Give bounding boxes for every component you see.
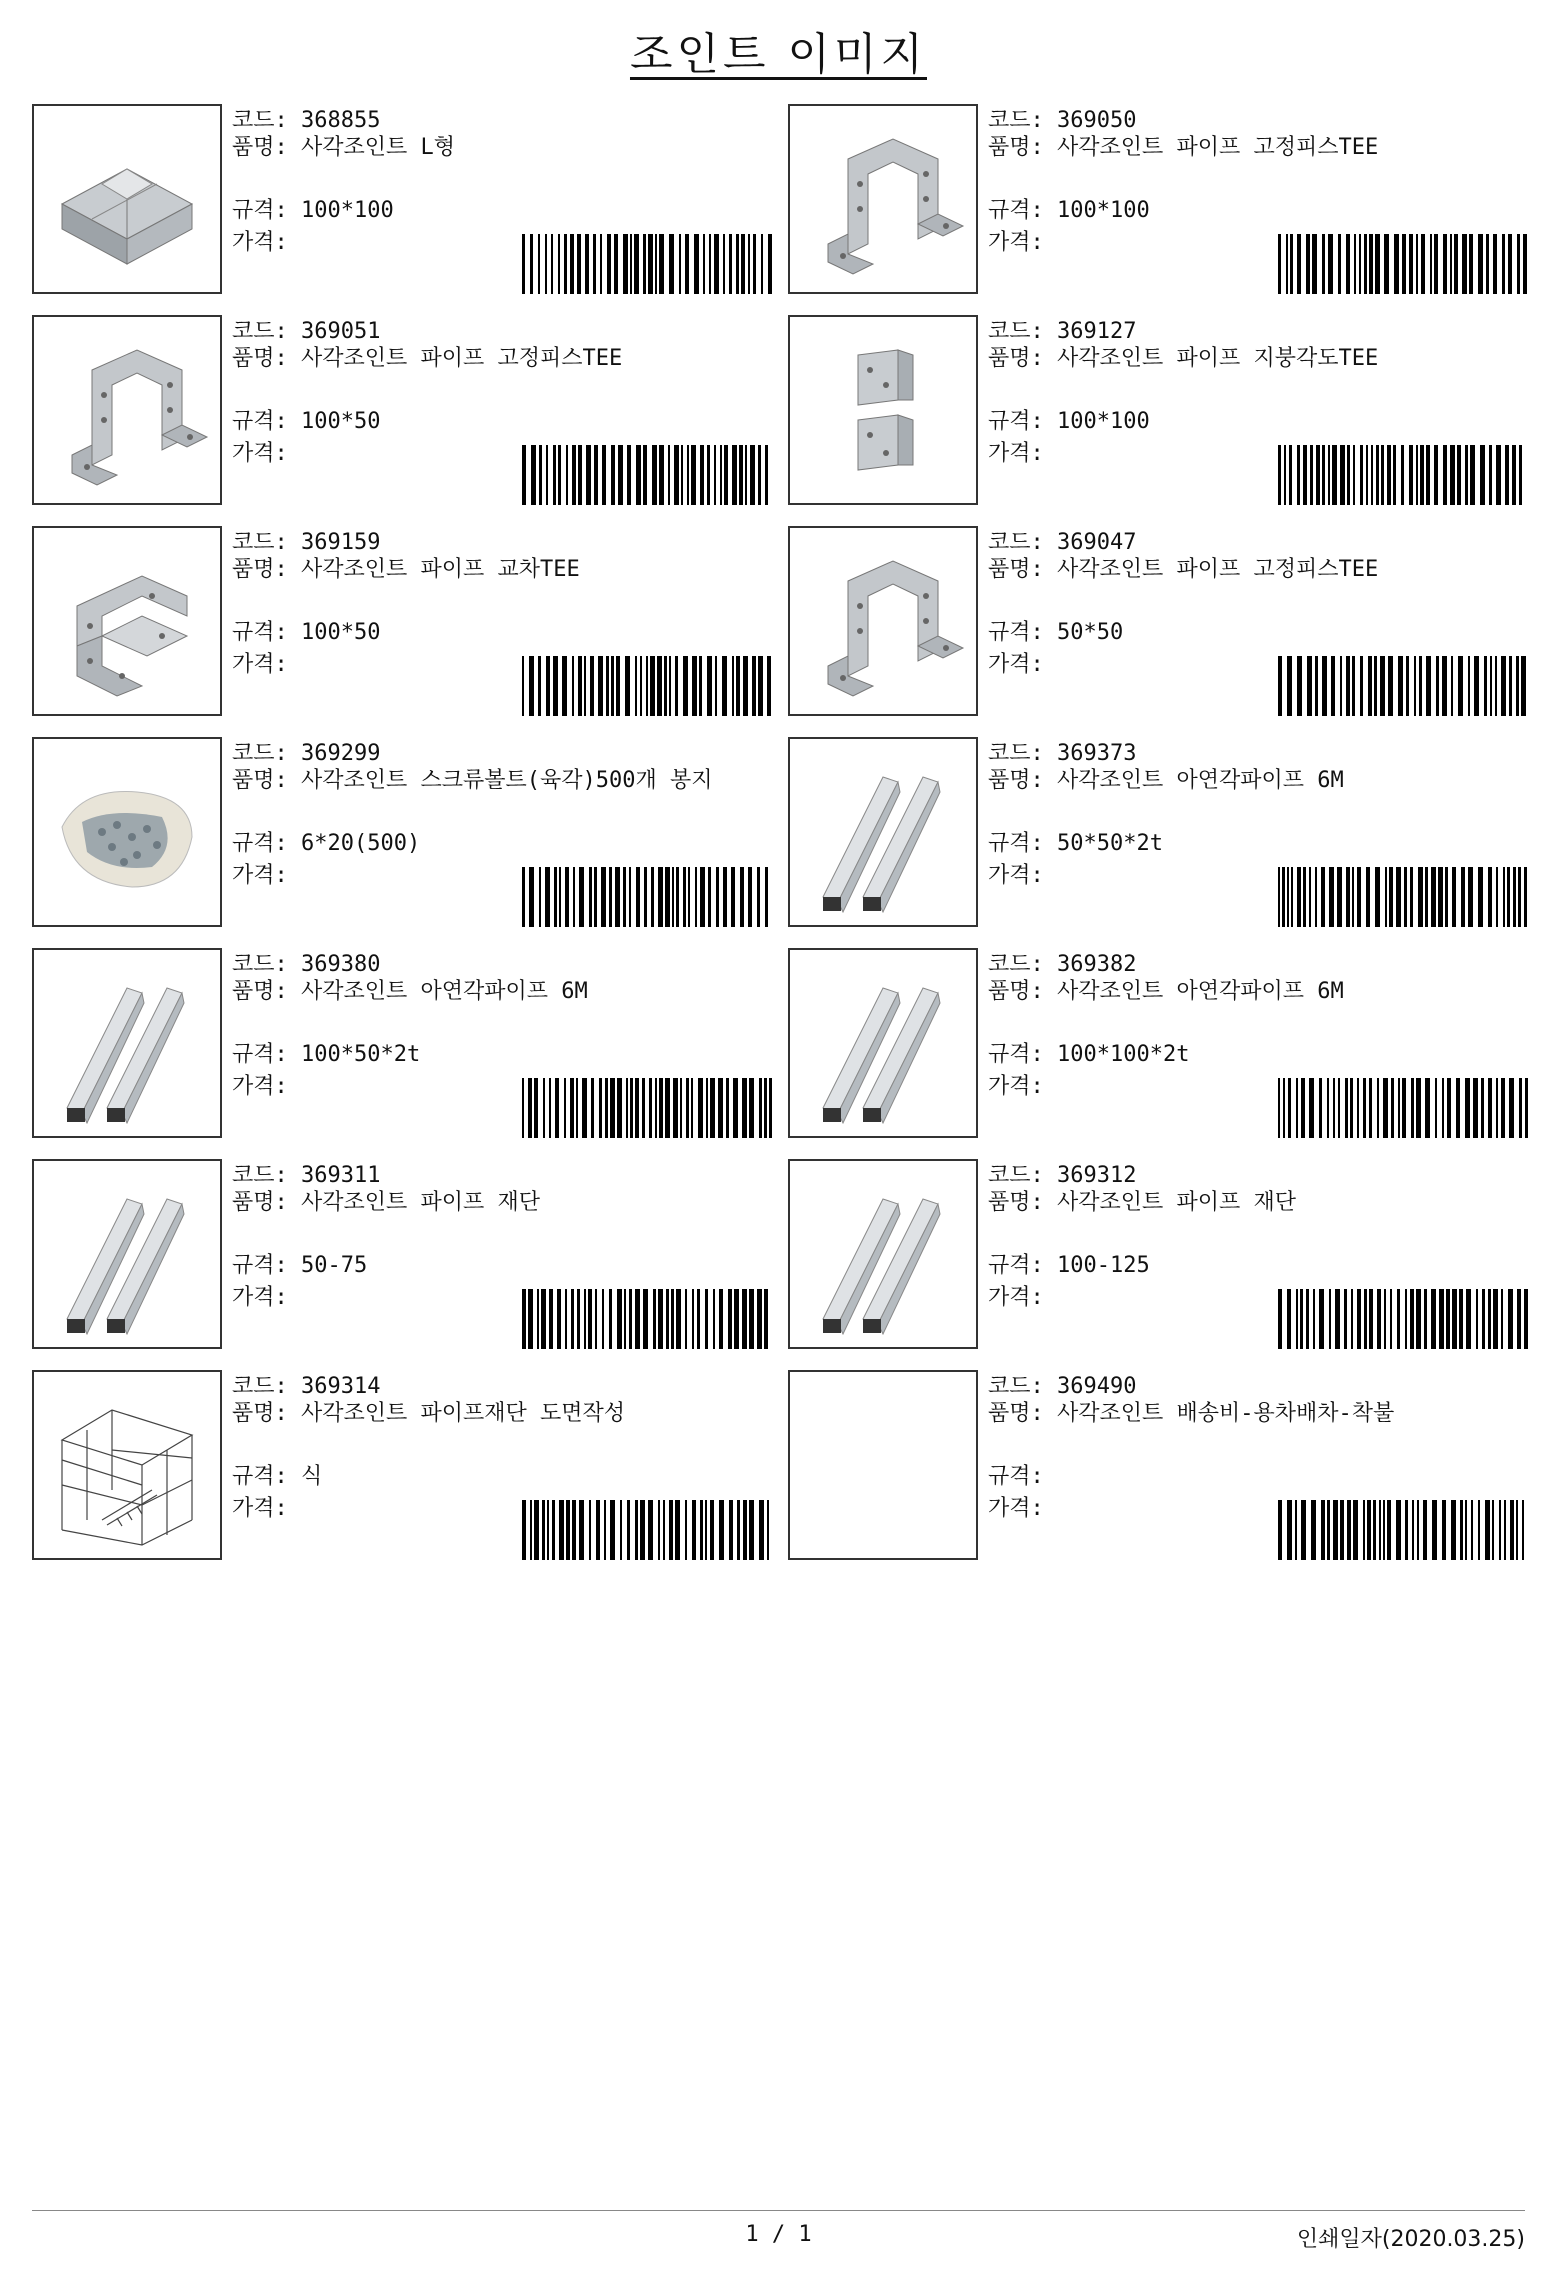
product-cross-tee-icon — [42, 536, 212, 706]
product-square-pipes-icon — [42, 958, 212, 1128]
product-code: 코드: 369159 — [232, 530, 381, 555]
product-code: 코드: 369312 — [988, 1163, 1137, 1188]
product-code: 코드: 368855 — [232, 108, 381, 133]
product-card — [788, 526, 1528, 716]
product-spec: 규격: 50*50*2t — [988, 831, 1163, 856]
barcode — [522, 445, 772, 505]
product-spec: 규격: 100-125 — [988, 1253, 1150, 1278]
barcode — [1278, 656, 1528, 716]
product-code: 코드: 369051 — [232, 319, 381, 344]
product-price: 가격: — [988, 1496, 1044, 1521]
product-spec: 규격: 100*100 — [232, 198, 394, 223]
product-image — [32, 1159, 222, 1349]
product-u-bracket-icon — [798, 114, 968, 284]
product-spec: 규격: 100*100*2t — [988, 1042, 1190, 1067]
product-price: 가격: — [232, 1074, 288, 1099]
product-name: 품명: 사각조인트 L형 — [232, 135, 456, 160]
product-card — [32, 1159, 772, 1349]
barcode — [522, 234, 772, 294]
product-square-pipes-icon — [42, 1169, 212, 1339]
product-card — [32, 737, 772, 927]
product-spec: 규격: 식 — [232, 1464, 323, 1489]
product-name: 품명: 사각조인트 스크류볼트(육각)500개 봉지 — [232, 768, 713, 793]
product-square-pipes-icon — [798, 1169, 968, 1339]
product-card — [32, 526, 772, 716]
product-card — [788, 104, 1528, 294]
barcode — [1278, 867, 1528, 927]
barcode — [522, 656, 772, 716]
product-image — [788, 1370, 978, 1560]
product-spec: 규격: 100*100 — [988, 409, 1150, 434]
product-hinge-plate-icon — [798, 325, 968, 495]
product-price: 가격: — [988, 230, 1044, 255]
product-name: 품명: 사각조인트 파이프 교차TEE — [232, 557, 580, 582]
product-name: 품명: 사각조인트 파이프재단 도면작성 — [232, 1401, 626, 1426]
product-price: 가격: — [232, 1496, 288, 1521]
product-code: 코드: 369050 — [988, 108, 1137, 133]
product-code: 코드: 369380 — [232, 952, 381, 977]
barcode — [1278, 445, 1528, 505]
product-u-bracket-icon — [42, 325, 212, 495]
product-screw-bag-icon — [42, 747, 212, 917]
product-image — [32, 1370, 222, 1560]
barcode — [1278, 1500, 1528, 1560]
product-card — [788, 315, 1528, 505]
product-name: 품명: 사각조인트 파이프 고정피스TEE — [988, 135, 1379, 160]
product-price: 가격: — [988, 652, 1044, 677]
product-name: 품명: 사각조인트 배송비-용차배차-착불 — [988, 1401, 1395, 1426]
product-spec: 규격: 100*50*2t — [232, 1042, 421, 1067]
barcode — [522, 867, 772, 927]
product-square-pipes-icon — [798, 747, 968, 917]
product-price: 가격: — [988, 441, 1044, 466]
barcode — [522, 1078, 772, 1138]
product-code: 코드: 369314 — [232, 1374, 381, 1399]
product-image — [32, 948, 222, 1138]
product-price: 가격: — [232, 230, 288, 255]
product-square-pipes-icon — [798, 958, 968, 1128]
product-image — [788, 526, 978, 716]
product-code: 코드: 369299 — [232, 741, 381, 766]
product-name: 품명: 사각조인트 아연각파이프 6M — [988, 979, 1344, 1004]
product-name: 품명: 사각조인트 파이프 재단 — [988, 1190, 1297, 1215]
product-image — [788, 104, 978, 294]
product-image — [788, 948, 978, 1138]
product-image — [32, 104, 222, 294]
product-card — [32, 315, 772, 505]
product-card — [788, 1370, 1528, 1560]
product-code: 코드: 369373 — [988, 741, 1137, 766]
barcode — [1278, 234, 1528, 294]
product-price: 가격: — [232, 863, 288, 888]
product-name: 품명: 사각조인트 아연각파이프 6M — [232, 979, 588, 1004]
product-image — [788, 737, 978, 927]
product-code: 코드: 369127 — [988, 319, 1137, 344]
product-card — [788, 737, 1528, 927]
product-card — [32, 104, 772, 294]
product-price: 가격: — [232, 441, 288, 466]
barcode — [522, 1500, 772, 1560]
product-spec: 규격: 50*50 — [988, 620, 1124, 645]
product-name: 품명: 사각조인트 파이프 재단 — [232, 1190, 541, 1215]
product-spec: 규격: 100*100 — [988, 198, 1150, 223]
product-code: 코드: 369382 — [988, 952, 1137, 977]
product-image — [32, 315, 222, 505]
page-number: 1 / 1 — [745, 2222, 812, 2247]
footer-divider — [32, 2210, 1525, 2211]
product-spec: 규격: 50-75 — [232, 1253, 368, 1278]
page-title: 조인트 이미지 — [629, 29, 927, 80]
product-card — [32, 948, 772, 1138]
product-name: 품명: 사각조인트 파이프 고정피스TEE — [232, 346, 623, 371]
product-price: 가격: — [988, 1285, 1044, 1310]
product-name: 품명: 사각조인트 아연각파이프 6M — [988, 768, 1344, 793]
product-price: 가격: — [232, 652, 288, 677]
product-spec: 규격: 6*20(500) — [232, 831, 421, 856]
product-code: 코드: 369047 — [988, 530, 1137, 555]
product-spec: 규격: 100*50 — [232, 620, 381, 645]
barcode — [522, 1289, 772, 1349]
product-price: 가격: — [988, 1074, 1044, 1099]
product-code: 코드: 369490 — [988, 1374, 1137, 1399]
product-price: 가격: — [232, 1285, 288, 1310]
product-card — [788, 1159, 1528, 1349]
barcode — [1278, 1289, 1528, 1349]
product-spec: 규격: 100*50 — [232, 409, 381, 434]
product-code: 코드: 369311 — [232, 1163, 381, 1188]
product-image — [788, 1159, 978, 1349]
product-spec: 규격: — [988, 1464, 1044, 1489]
product-card — [32, 1370, 772, 1560]
product-image — [788, 315, 978, 505]
barcode — [1278, 1078, 1528, 1138]
product-image — [32, 526, 222, 716]
product-image — [32, 737, 222, 927]
product-price: 가격: — [988, 863, 1044, 888]
product-u-bracket-icon — [798, 536, 968, 706]
product-card — [788, 948, 1528, 1138]
product-name: 품명: 사각조인트 파이프 고정피스TEE — [988, 557, 1379, 582]
print-date: 인쇄일자(2020.03.25) — [1296, 2227, 1525, 2252]
product-name: 품명: 사각조인트 파이프 지붕각도TEE — [988, 346, 1379, 371]
product-l-joint-icon — [42, 114, 212, 284]
product-structure-drawing-icon — [42, 1380, 212, 1550]
